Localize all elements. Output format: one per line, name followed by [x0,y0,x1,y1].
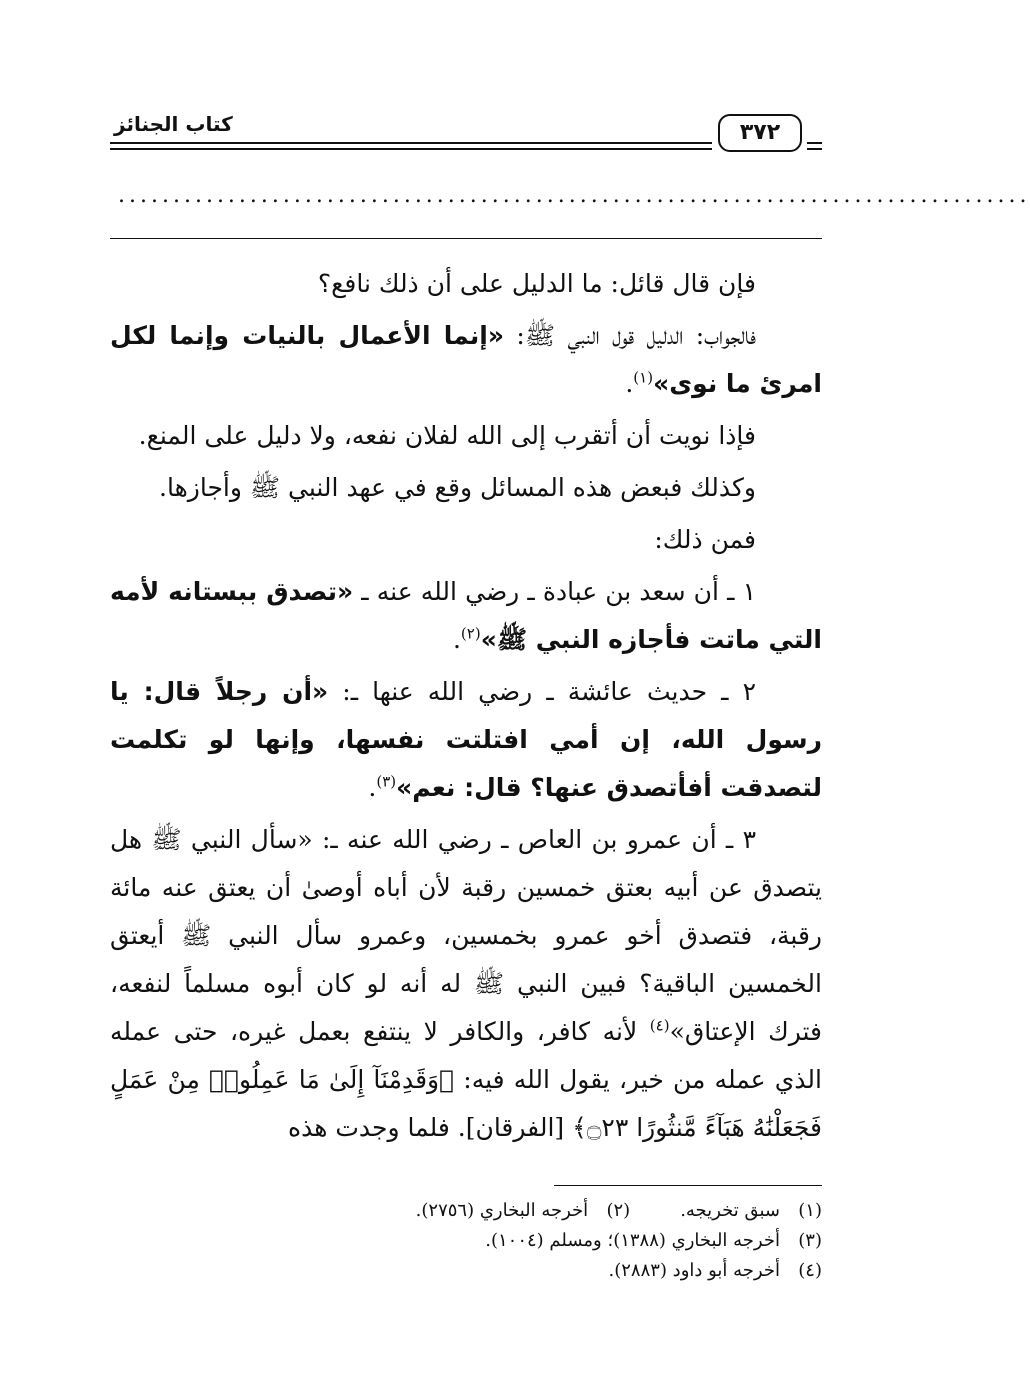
page-header [110,100,822,160]
footnote-ref-3: (٣) [376,772,397,791]
footnote-row [110,1226,822,1256]
example-1-intro: ١ ـ أن سعد بن عبادة ـ رضي الله عنه ـ [353,577,756,606]
answer-end: . [625,369,634,398]
answer-intro: فالجواب: الدليل قول النبي ﷺ: [504,321,756,350]
page-number: ٣٧٢ [718,114,802,152]
top-separator [110,238,822,239]
example-1-end: . [452,625,461,654]
footnote-text: أخرجه أبو داود (٢٨٨٣). [608,1260,780,1281]
hadith-quote: «إنما الأعمال بالنيات وإنما لكل امرئ ما نوى» [110,321,822,398]
example-3-continuation: لأنه كافر، والكافر لا ينتفع بعمل غيره، حتى عمله الذي عمله من خير، يقول الله فيه: ﴿وَقَدِمْنَآ إِلَىٰ مَا عَمِلُوا۟ مِنْ عَمَلٍ فَجَعَلْنَٰهُ هَبَآءً مَّنثُورًا ۝٢٣﴾ [الفرقان]. فلما وجدت هذه [110,1017,822,1142]
paragraph-likewise: وكذلك فبعض هذه المسائل وقع في عهد النبي ﷺ وأجازها. [159,473,756,502]
example-2-intro: ٢ ـ حديث عائشة ـ رضي الله عنها ـ: [328,677,756,706]
header-rule-right-upper [807,142,822,144]
book-title: كتاب الجنائز [114,112,233,136]
header-rule-left-lower [110,148,712,150]
footnote-separator [554,1185,822,1186]
header-rule-right-lower [807,148,822,150]
example-2-end: . [368,773,377,802]
paragraph-example-3 [110,816,822,1152]
footnote-ref-2: (٢) [460,624,481,643]
paragraph-example-2 [110,668,822,812]
footnote-row [110,1256,822,1286]
footnote-ref-1: (١) [633,368,654,387]
footnote-number: (٣) [798,1230,822,1251]
footnote-text: أخرجه البخاري (١٣٨٨)؛ ومسلم (١٠٠٤). [485,1230,780,1251]
footnote-ref-4: (٤) [649,1016,670,1035]
main-text [110,260,822,1156]
paragraph-intention: فإذا نويت أن أتقرب إلى الله لفلان نفعه، ولا دليل على المنع. [138,421,756,450]
paragraph-example-1 [110,568,822,664]
paragraph-examples-intro: فمن ذلك: [654,525,756,554]
footnotes [110,1196,822,1286]
footnote-text: أخرجه البخاري (٢٧٥٦). [415,1200,589,1221]
footnote-text: سبق تخريجه. [680,1200,780,1221]
footnote-number: (٤) [798,1260,822,1281]
example-3-text: ٣ ـ أن عمرو بن العاص ـ رضي الله عنه ـ: «سأل النبي ﷺ هل يتصدق عن أبيه بعتق خمسين رقبة لأن أباه أوصىٰ أن يعتق عنه مائة رقبة، فتصدق أخو عمرو بخمسين، وعمرو سأل النبي ﷺ أيعتق الخمسين الباقية؟ فبين النبي ﷺ له أنه لو كان أبوه مسلماً لنفعه، فترك الإعتاق» [110,825,822,1046]
paragraph-question: فإن قال قائل: ما الدليل على أن ذلك نافع؟ [317,269,756,298]
footnote-number: (١) [798,1200,822,1221]
example-1-quote: «تصدق ببستانه لأمه التي ماتت فأجازه النبي ﷺ» [110,577,822,654]
header-rule-left-upper [110,142,712,144]
paragraph-answer [110,312,822,408]
dotted-continuation: ................................................................................... [118,183,1030,208]
footnote-number: (٢) [606,1200,631,1221]
footnote-row [110,1196,822,1226]
example-2-quote: «أن رجلاً قال: يا رسول الله، إن أمي افتلتت نفسها، وإنها لو تكلمت لتصدقت أفأتصدق عنها؟ قال: نعم» [110,677,822,802]
